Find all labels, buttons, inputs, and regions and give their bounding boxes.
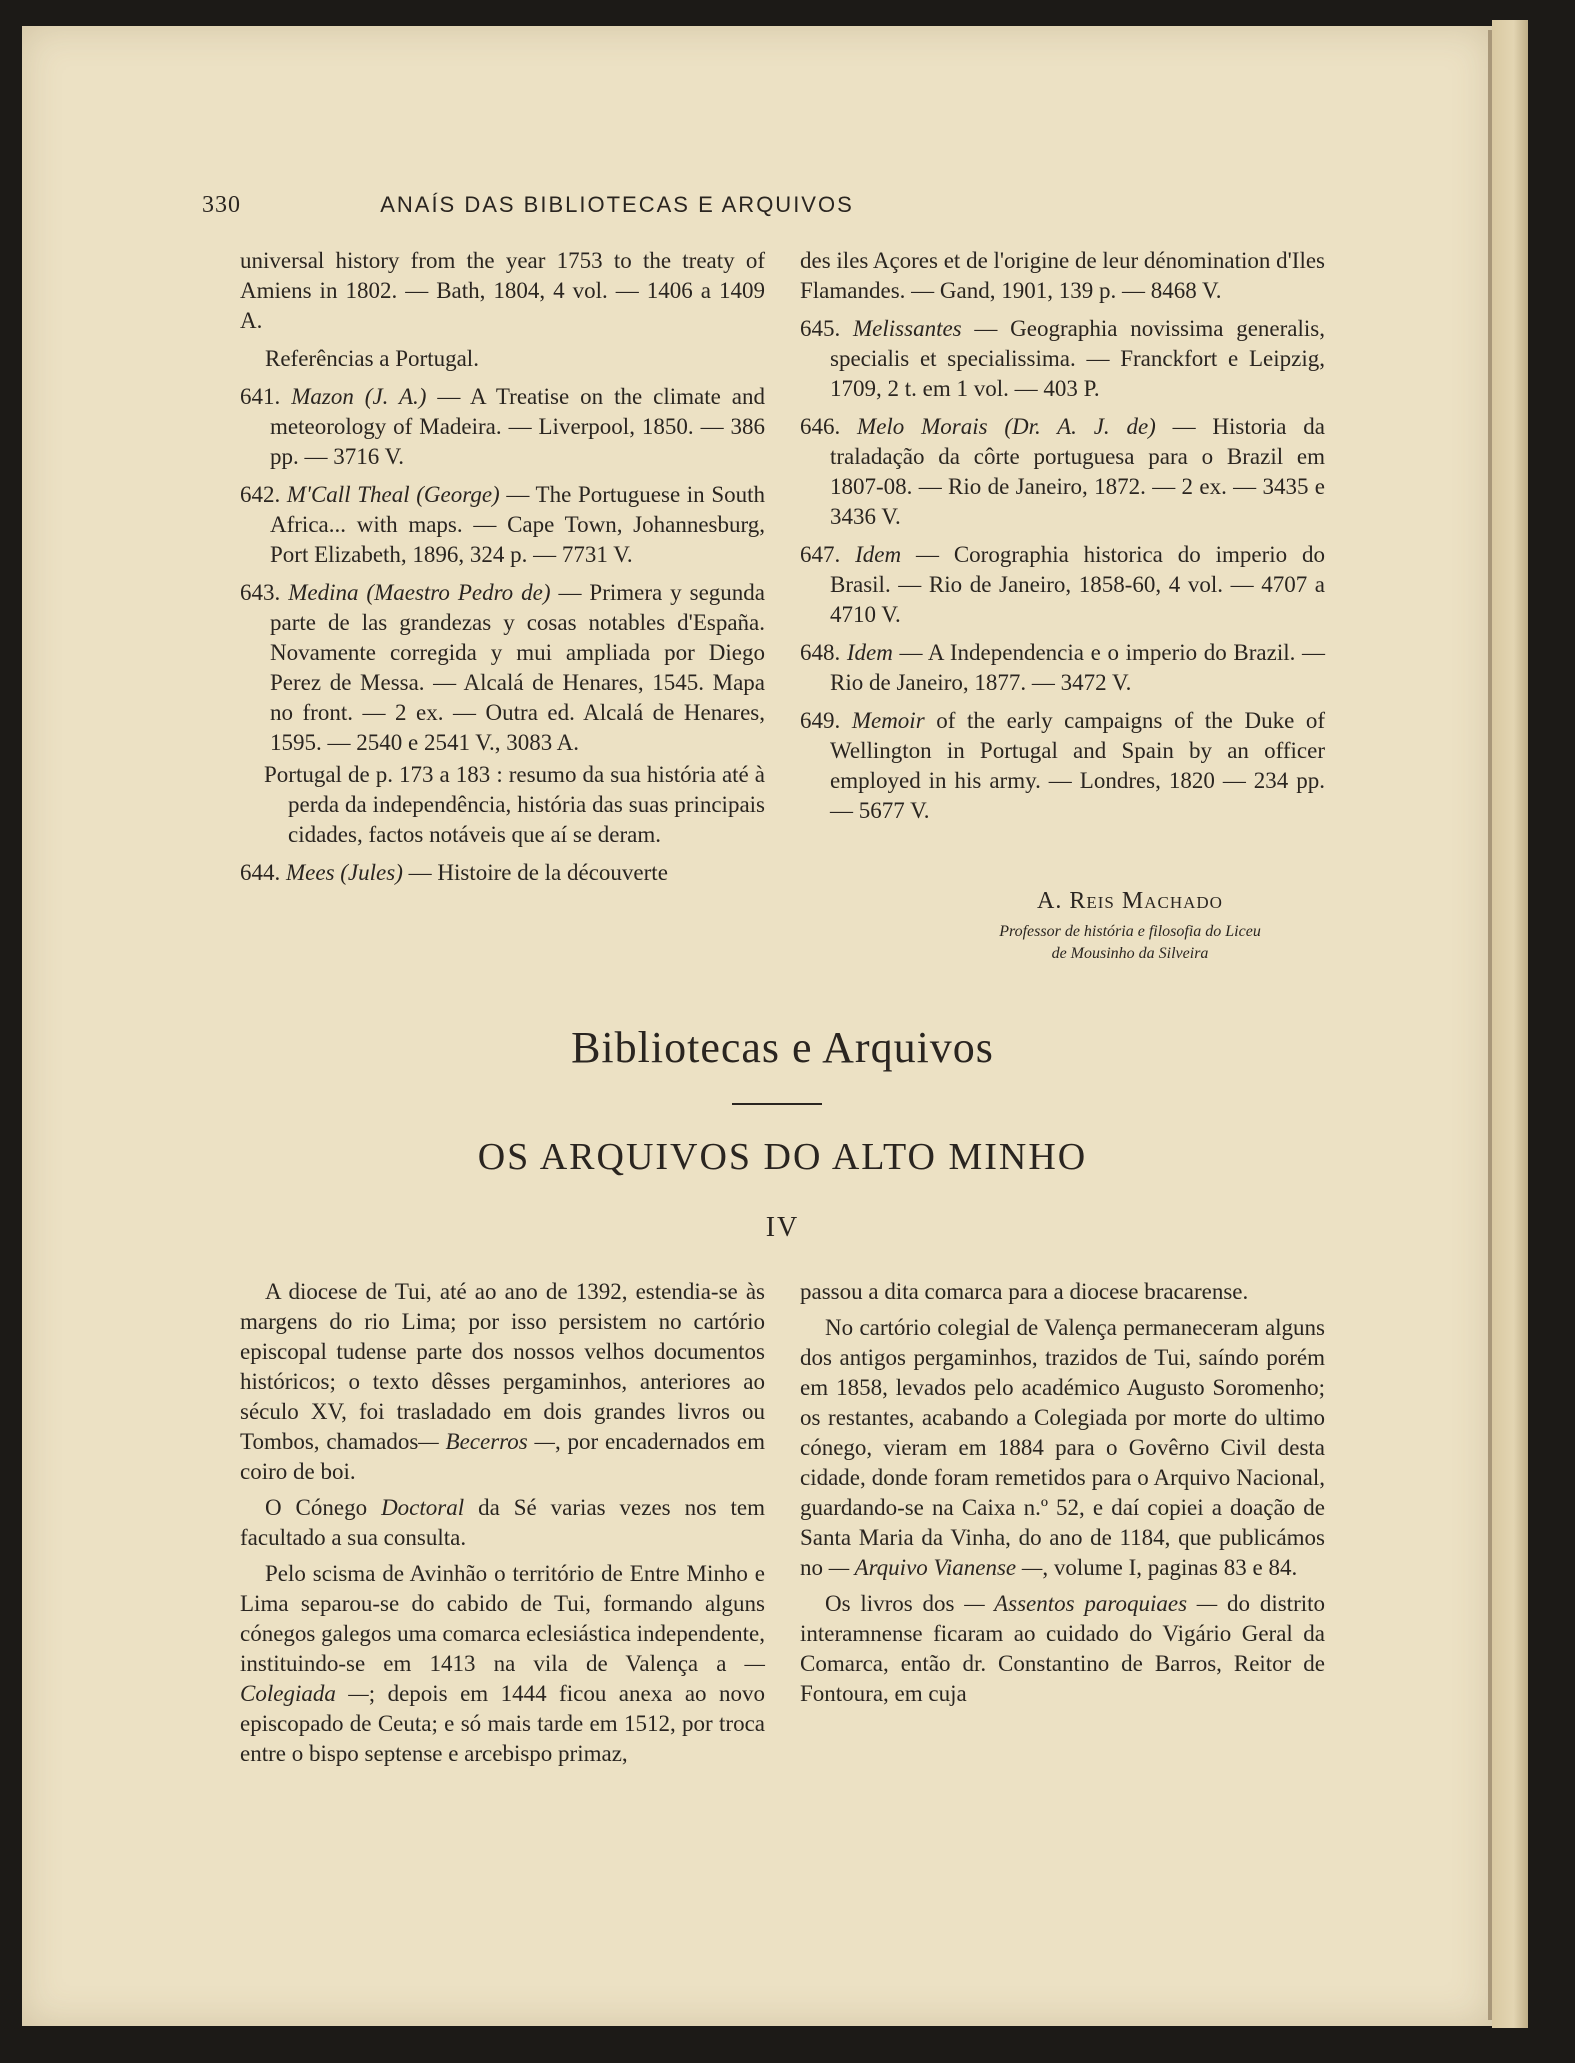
- italic-title: Doctoral: [381, 1495, 465, 1520]
- italic-title: — Colegiada —: [240, 1651, 765, 1706]
- running-title: ANAÍS DAS BIBLIOTECAS E ARQUIVOS: [380, 192, 854, 217]
- paragraph-text: , por encadernados em coiro de boi.: [240, 1429, 765, 1484]
- article-left-column: [240, 1277, 765, 1775]
- paragraph-text: A diocese de Tui, até ao ano de 1392, estendia-se às margens do rio Lima; por isso persistem no cartório episcopal tudense parte dos nossos velhos documentos históricos; o texto dêsses pergaminhos, anteriores ao século XV, foi trasladado em dois grandes livros ou Tombos, chamados: [240, 1279, 765, 1454]
- italic-title: — Arquivo Vianense —: [828, 1555, 1043, 1580]
- paragraph-text: Pelo scisma de Avinhão o território de Entre Minho e Lima separou-se do cabido de Tui, formando alguns cónegos galegos uma comarca eclesiástica independente, instituindo-se em 1413 na vila de Valença a: [240, 1561, 765, 1676]
- entry-author: Medina (Maestro Pedro de): [288, 580, 551, 605]
- entry-text: — The Portuguese in South Africa... with maps. — Cape Town, Johannesburg, Port Elizabeth, 1896, 324 p. — 7731 V.: [270, 482, 765, 567]
- paragraph-text: do distrito interamnense ficaram ao cuidado do Vigário Geral da Comarca, então dr. Constantino de Barros, Reitor de Fontoura, em cuja: [800, 1591, 1326, 1706]
- entry-author: Melo Morais (Dr. A. J. de): [857, 414, 1156, 439]
- entry-note: Referências a Portugal.: [265, 346, 479, 371]
- entry-644: [240, 858, 765, 888]
- paragraph: [800, 1589, 1325, 1709]
- entry-number: 647.: [800, 542, 841, 567]
- entry-author: Mazon (J. A.): [291, 384, 427, 409]
- paragraph-text: Os livros dos: [825, 1591, 965, 1616]
- article-title: OS ARQUIVOS DO ALTO MINHO: [477, 1136, 1088, 1178]
- entry-641: [240, 382, 765, 472]
- paragraph-text: , volume I, paginas 83 e 84.: [1042, 1555, 1298, 1580]
- entry-text: — A Treatise on the climate and meteorology of Madeira. — Liverpool, 1850. — 386 pp. — 3716 V.: [270, 384, 766, 469]
- entry-note: Portugal de p. 173 a 183 : resumo da sua história até à perda da independência, história das suas principais cidades, factos notáveis que aí se deram.: [264, 762, 765, 847]
- paragraph-text: ; depois em 1444 ficou anexa ao novo episcopado de Ceuta; e só mais tarde em 1512, por troca entre o bispo septense e arcebispo primaz,: [240, 1681, 765, 1766]
- paragraph: [800, 1313, 1325, 1583]
- entry-author: M'Call Theal (George): [286, 482, 500, 507]
- entry-645: [800, 314, 1325, 404]
- entry-648: [800, 638, 1325, 698]
- entry-continuation: [800, 246, 1325, 306]
- entry-646: [800, 412, 1325, 532]
- entry-647: [800, 540, 1325, 630]
- entry-continuation: [240, 246, 765, 336]
- paragraph-text: No cartório colegial de Valença permaneceram alguns dos antigos pergaminhos, trazidos de Tui, saíndo porém em 1858, levados pelo académico Augusto Soromenho; os restantes, acabando a Colegiada por morte do ultimo cónego, vieram em 1884 para o Govêrno Civil desta cidade, donde foram remetidos para o Arquivo Nacional, guardando-se na Caixa n.º 52, e daí copiei a doação de Santa Maria da Vinha, do ano de 1184, que publicámos no: [800, 1315, 1325, 1580]
- bibliography-right-column: [800, 246, 1325, 834]
- entry-number: 648.: [800, 640, 841, 665]
- page-header: [202, 192, 1032, 226]
- section-title: Bibliotecas e Arquivos: [571, 1023, 994, 1072]
- author-signature: [920, 888, 1340, 965]
- entry-number: 649.: [800, 708, 841, 733]
- paragraph: [240, 1493, 765, 1553]
- entry-text: — Historia da traladação da côrte portuguesa para o Brazil em 1807-08. — Rio de Janeiro, 1872. — 2 ex. — 3435 e 3436 V.: [830, 414, 1325, 529]
- entry-text: universal history from the year 1753 to the treaty of Amiens in 1802. — Bath, 1804, 4 vol. — 1406 a 1409 A.: [240, 248, 765, 333]
- paragraph-text: da Sé varias vezes nos tem facultado a sua consulta.: [240, 1495, 765, 1550]
- bibliography-left-column: [240, 246, 765, 896]
- entry-number: 644.: [240, 860, 281, 885]
- signature-name: A. Reis Machado: [1037, 888, 1223, 914]
- entry-text: des iles Açores et de l'origine de leur dénomination d'Iles Flamandes. — Gand, 1901, 139 p. — 8468 V.: [800, 248, 1326, 303]
- article-right-column: [800, 1277, 1325, 1715]
- article-part-number: IV: [765, 1212, 800, 1243]
- entry-642: [240, 480, 765, 570]
- entry-number: 646.: [800, 414, 841, 439]
- next-page-edge: [1492, 20, 1528, 2028]
- entry-text: — Primera y segunda parte de las grandezas y cosas notables d'España. Novamente corregida y mui ampliada por Diego Perez de Messa. — Alcalá de Henares, 1545. Mapa no front. — 2 ex. — Outra ed. Alcalá de Henares, 1595. — 2540 e 2541 V., 3083 A.: [270, 580, 765, 755]
- paragraph-text: O Cónego: [265, 1495, 382, 1520]
- entry-author: Melissantes: [853, 316, 962, 341]
- signature-role-line-2: de Mousinho da Silveira: [1051, 945, 1209, 962]
- paragraph-text: passou a dita comarca para a diocese bracarense.: [800, 1279, 1249, 1304]
- italic-title: — Becerros —: [418, 1429, 555, 1454]
- entry-text: — Corographia historica do imperio do Brasil. — Rio de Janeiro, 1858-60, 4 vol. — 4707 a 4710 V.: [830, 542, 1326, 627]
- section-divider: [732, 1103, 822, 1105]
- page-number: 330: [202, 192, 241, 218]
- paragraph: [240, 1277, 765, 1487]
- paragraph: [240, 1559, 765, 1769]
- entry-643: [240, 578, 765, 758]
- entry-author: Idem: [846, 640, 893, 665]
- entry-text: — Geographia novissima generalis, specialis et specialissima. — Franckfort e Leipzig, 1709, 2 t. em 1 vol. — 403 P.: [830, 316, 1325, 401]
- entry-author: Memoir: [851, 708, 925, 733]
- entry-649: [800, 706, 1325, 826]
- paragraph: [800, 1277, 1325, 1307]
- entry-number: 645.: [800, 316, 841, 341]
- entry-author: Mees (Jules): [286, 860, 403, 885]
- entry-text: of the early campaigns of the Duke of Wellington in Portugal and Spain by an officer employed in his army. — Londres, 1820 — 234 pp. — 5677 V.: [830, 708, 1325, 823]
- entry-number: 641.: [240, 384, 281, 409]
- entry-text: — Histoire de la découverte: [402, 860, 668, 885]
- entry-text: — A Independencia e o imperio do Brazil. — Rio de Janeiro, 1877. — 3472 V.: [830, 640, 1325, 695]
- entry-number: 643.: [240, 580, 281, 605]
- italic-title: — Assentos paroquiaes —: [964, 1591, 1218, 1616]
- signature-role-line-1: Professor de história e filosofia do Liceu: [999, 923, 1261, 940]
- entry-author: Idem: [855, 542, 902, 567]
- entry-number: 642.: [240, 482, 281, 507]
